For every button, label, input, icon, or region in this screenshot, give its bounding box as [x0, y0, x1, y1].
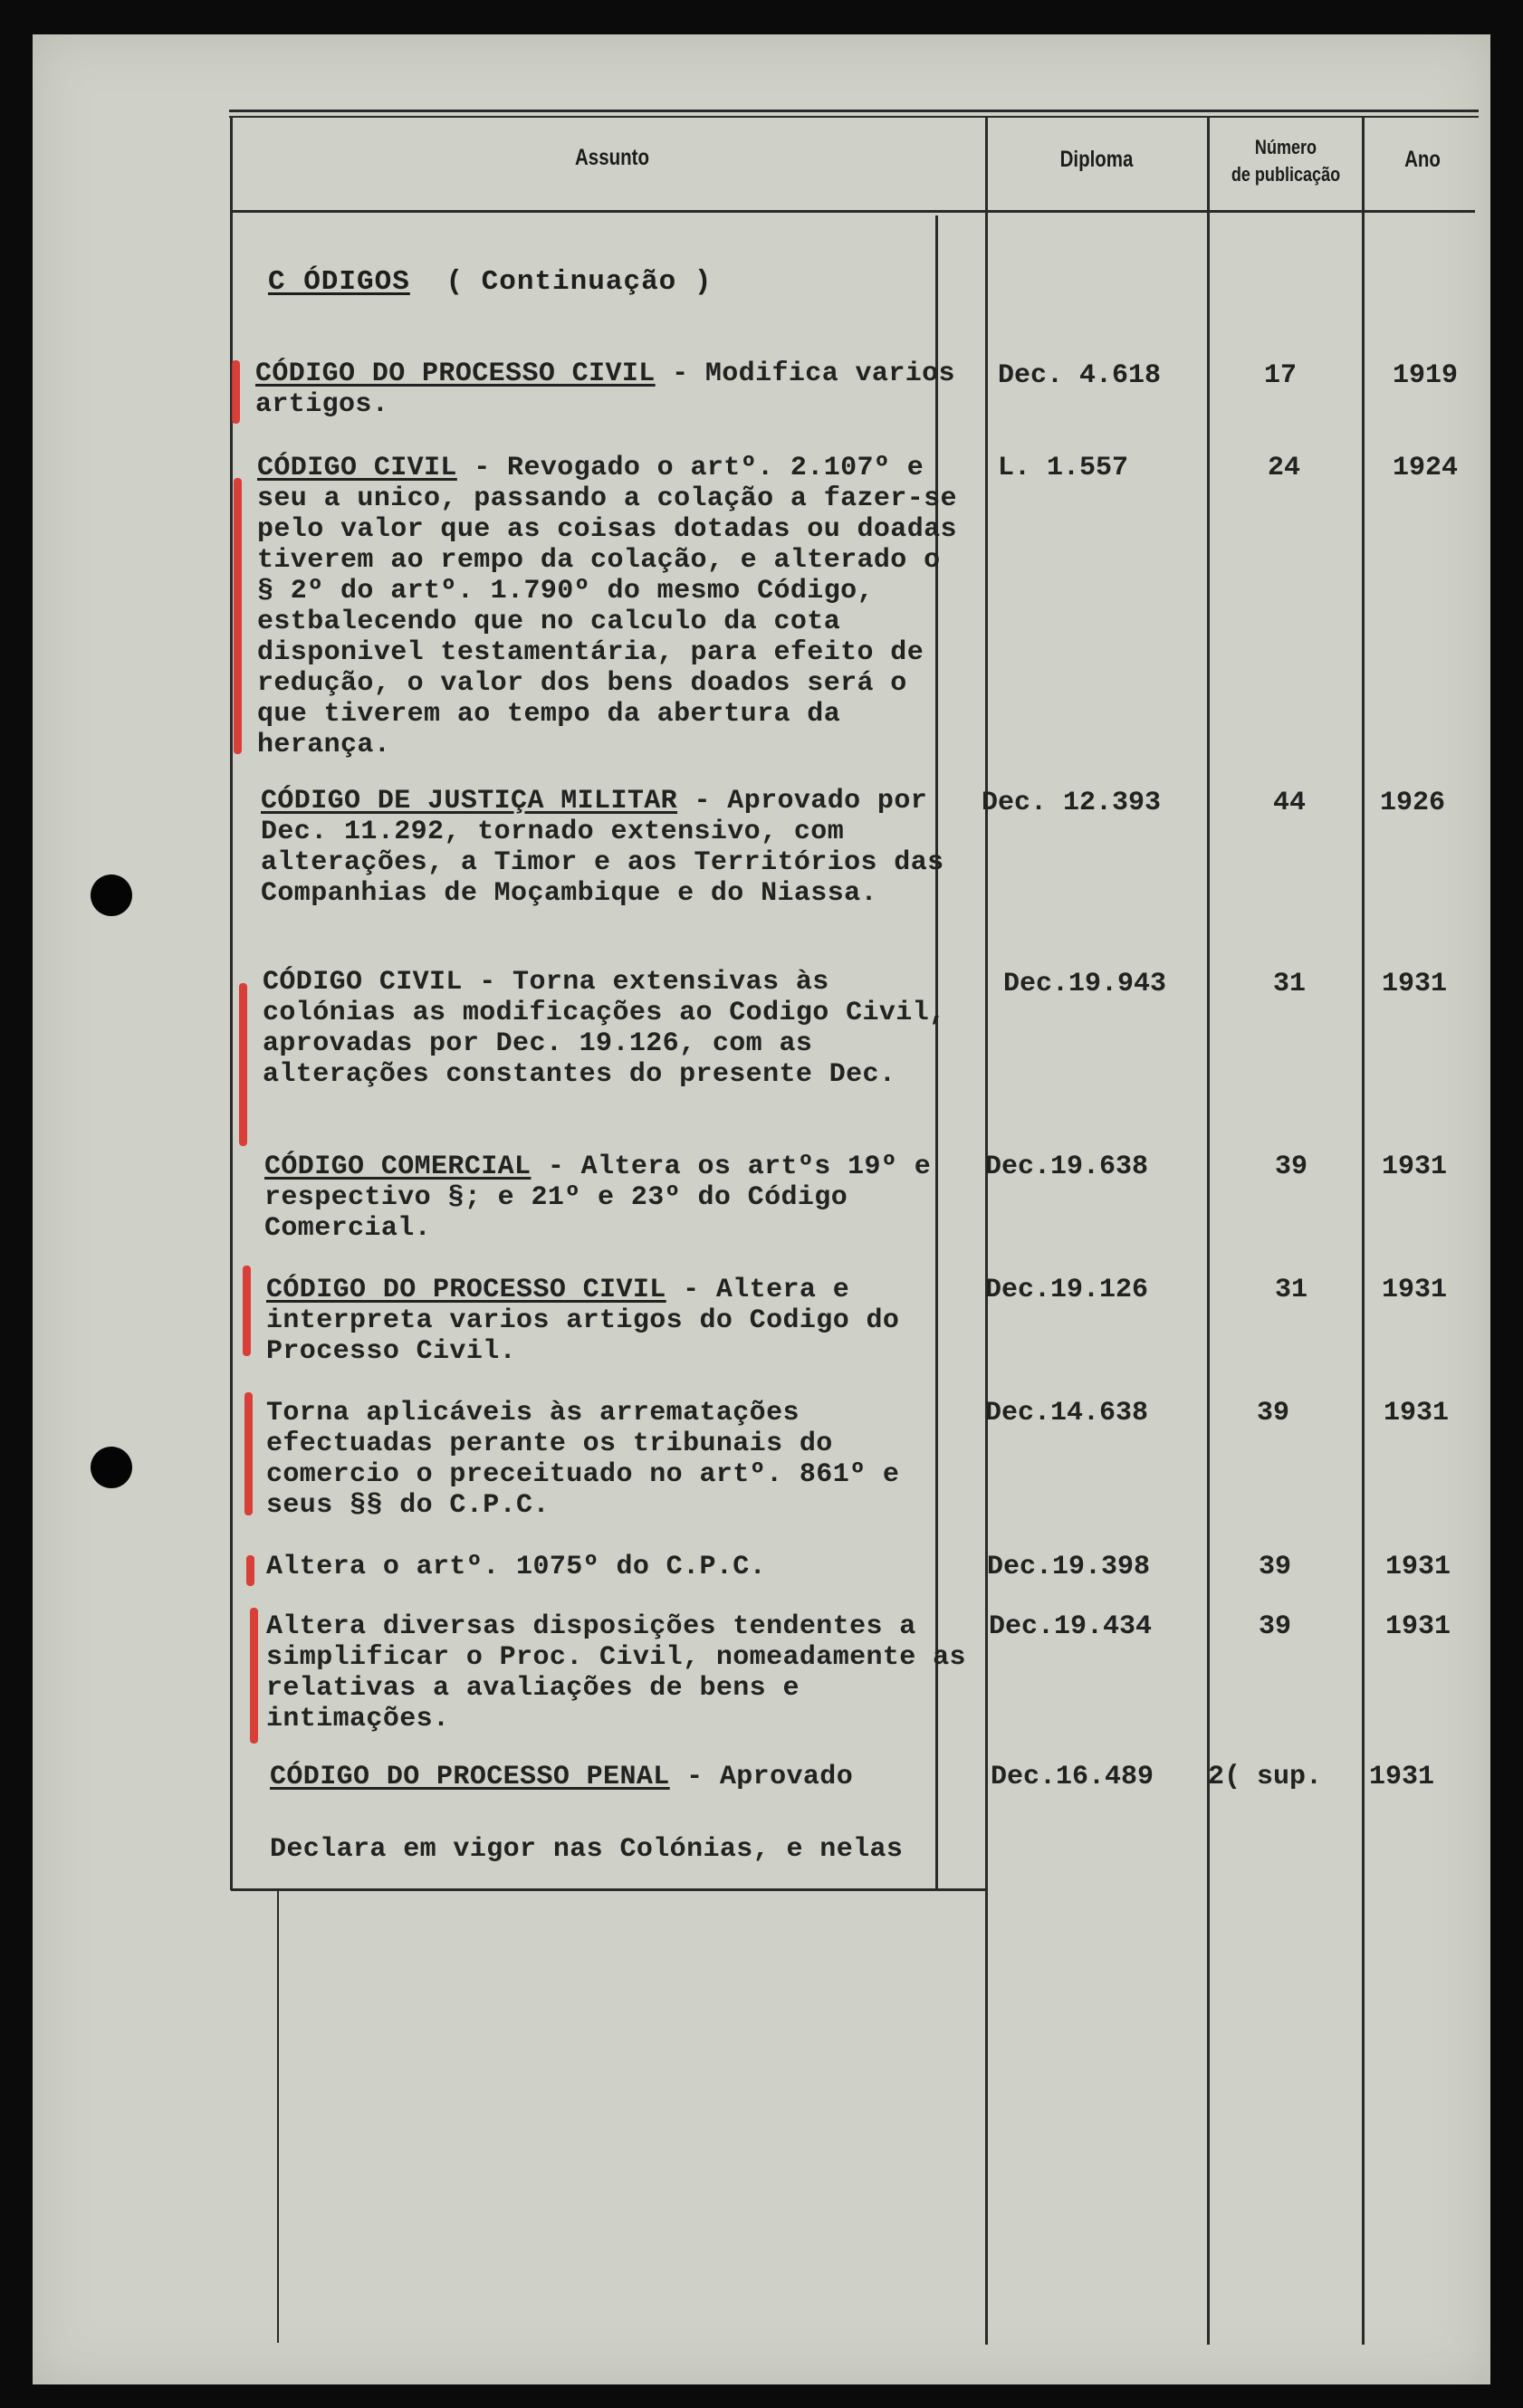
entry-code: CÓDIGO DO PROCESSO CIVIL [255, 358, 656, 389]
entry-text: - Aprovado [669, 1762, 854, 1792]
section-title-rest: ( Continuação ) [445, 266, 713, 298]
header-diploma: Diploma [1059, 147, 1134, 172]
entry-subject [266, 1398, 972, 1521]
entry-subject [263, 967, 969, 1090]
red-mark [250, 1608, 258, 1744]
punch-hole-top [91, 874, 132, 916]
entry-code: CÓDIGO DO PROCESSO PENAL [270, 1762, 670, 1792]
col-diploma [985, 118, 988, 2345]
entry-diploma: Dec.19.434 [989, 1611, 1153, 1642]
entry-numero: 31 [1273, 969, 1307, 999]
red-mark [246, 1555, 254, 1586]
entry-diploma: Dec.14.638 [985, 1398, 1149, 1429]
col-numero [1207, 118, 1210, 2345]
section-title-code: C ÓDIGOS [268, 266, 410, 298]
entry-subject [270, 1762, 976, 1792]
entry-diploma: Dec. 4.618 [998, 360, 1162, 391]
entry-ano: 1931 [1369, 1762, 1435, 1792]
section-title [268, 266, 712, 298]
red-mark [243, 1266, 251, 1356]
entry-diploma: Dec.19.943 [1003, 969, 1167, 999]
entry-ano: 1931 [1382, 969, 1448, 999]
top-rule-inner [229, 116, 1479, 118]
entry-subject [257, 453, 963, 760]
header-bottom-rule [231, 210, 1475, 213]
entry-subject [266, 1275, 972, 1367]
entry-code: CÓDIGO CIVIL [257, 453, 457, 483]
entry-ano: 1924 [1393, 453, 1459, 483]
header-assunto: Assunto [575, 145, 649, 170]
red-mark [244, 1392, 253, 1515]
col-ano [1362, 118, 1365, 2345]
entry-numero: 39 [1275, 1151, 1308, 1182]
entry-ano: 1931 [1382, 1275, 1448, 1305]
header-ano: Ano [1404, 147, 1441, 172]
header-numero-line1: Número [1254, 136, 1317, 158]
entry-diploma: Dec.16.489 [991, 1762, 1154, 1792]
entry-numero: 39 [1259, 1611, 1292, 1642]
entry-numero: 17 [1264, 360, 1298, 391]
entry-diploma: Dec.19.638 [985, 1151, 1149, 1182]
entry-numero: 31 [1275, 1275, 1308, 1305]
entry-diploma: Dec. 12.393 [982, 788, 1162, 818]
entry-text: Torna aplicáveis às arrematações efectuadas perante os tribunais do comercio o preceituado no artº. 861º e seus §§ do C.P.C. [266, 1398, 900, 1521]
entry-text: - Revogado o artº. 2.107º e seu a unico, passando a colação a fazer-se pelo valor que as coisas dotadas ou doadas tiverem ao rempo da colação, e alterado o § 2º do artº. 1.790º do mesmo Código, estbalecendo que no calculo da cota disponivel testamentária, para efeito de redução, o valor dos bens doados será o que tiverem ao tempo da abertura da herança. [257, 453, 957, 760]
red-mark [234, 478, 242, 754]
entry-numero: 2( sup. [1208, 1762, 1323, 1792]
entry-numero: 44 [1273, 788, 1307, 818]
entry-subject [266, 1611, 972, 1734]
entry-ano: 1931 [1385, 1552, 1451, 1582]
punch-hole-bottom [91, 1447, 132, 1488]
entry-ano: 1931 [1385, 1611, 1451, 1642]
entry-numero: 24 [1268, 453, 1301, 483]
entry-numero: 39 [1259, 1552, 1292, 1582]
lower-left-rule [277, 1890, 279, 2343]
entry-ano: 1931 [1382, 1151, 1448, 1182]
entry-text: CÓDIGO CIVIL - Torna extensivas às colónias as modificações ao Codigo Civil, aprovadas por Dec. 19.126, com as alterações constantes do presente Dec. [263, 967, 946, 1090]
header-numero-line2: de publicação [1231, 163, 1341, 186]
document-sheet [33, 34, 1490, 2384]
entry-diploma: L. 1.557 [998, 453, 1129, 483]
top-rule [229, 110, 1479, 112]
entry-subject [255, 358, 962, 420]
entry-text: Altera o artº. 1075º do C.P.C. [266, 1552, 767, 1582]
entry-ano: 1931 [1384, 1398, 1450, 1429]
entry-subject [266, 1552, 972, 1582]
red-mark [232, 360, 240, 424]
entry-subject [261, 786, 967, 909]
entry-subject [264, 1151, 971, 1244]
entry-text: - Aprovado por Dec. 11.292, tornado extensivo, com alterações, a Timor e aos Territórios das Companhias de Moçambique e do Niassa. [261, 786, 944, 909]
entry-ano: 1919 [1393, 360, 1459, 391]
entry-code: CÓDIGO DO PROCESSO CIVIL [266, 1275, 666, 1305]
entry-subject [270, 1834, 976, 1865]
entry-text: - Altera e interpreta varios artigos do Codigo do Processo Civil. [266, 1275, 900, 1367]
entry-text: Declara em vigor nas Colónias, e nelas [270, 1834, 904, 1865]
entry-ano: 1926 [1380, 788, 1446, 818]
subject-bottom-rule [231, 1888, 985, 1891]
entry-code: CÓDIGO COMERCIAL [264, 1151, 532, 1182]
entry-code: CÓDIGO DE JUSTIÇA MILITAR [261, 786, 678, 817]
entry-text: Altera diversas disposições tendentes a simplificar o Proc. Civil, nomeadamente as relativas a avaliações de bens e intimações. [266, 1611, 966, 1734]
entry-text: - Altera os artºs 19º e respectivo §; e 21º e 23º do Código Comercial. [264, 1151, 932, 1244]
entry-diploma: Dec.19.126 [985, 1275, 1149, 1305]
entry-diploma: Dec.19.398 [987, 1552, 1151, 1582]
entry-text: - Modifica varios artigos. [255, 358, 955, 420]
red-mark [239, 983, 247, 1146]
entry-numero: 39 [1257, 1398, 1290, 1429]
